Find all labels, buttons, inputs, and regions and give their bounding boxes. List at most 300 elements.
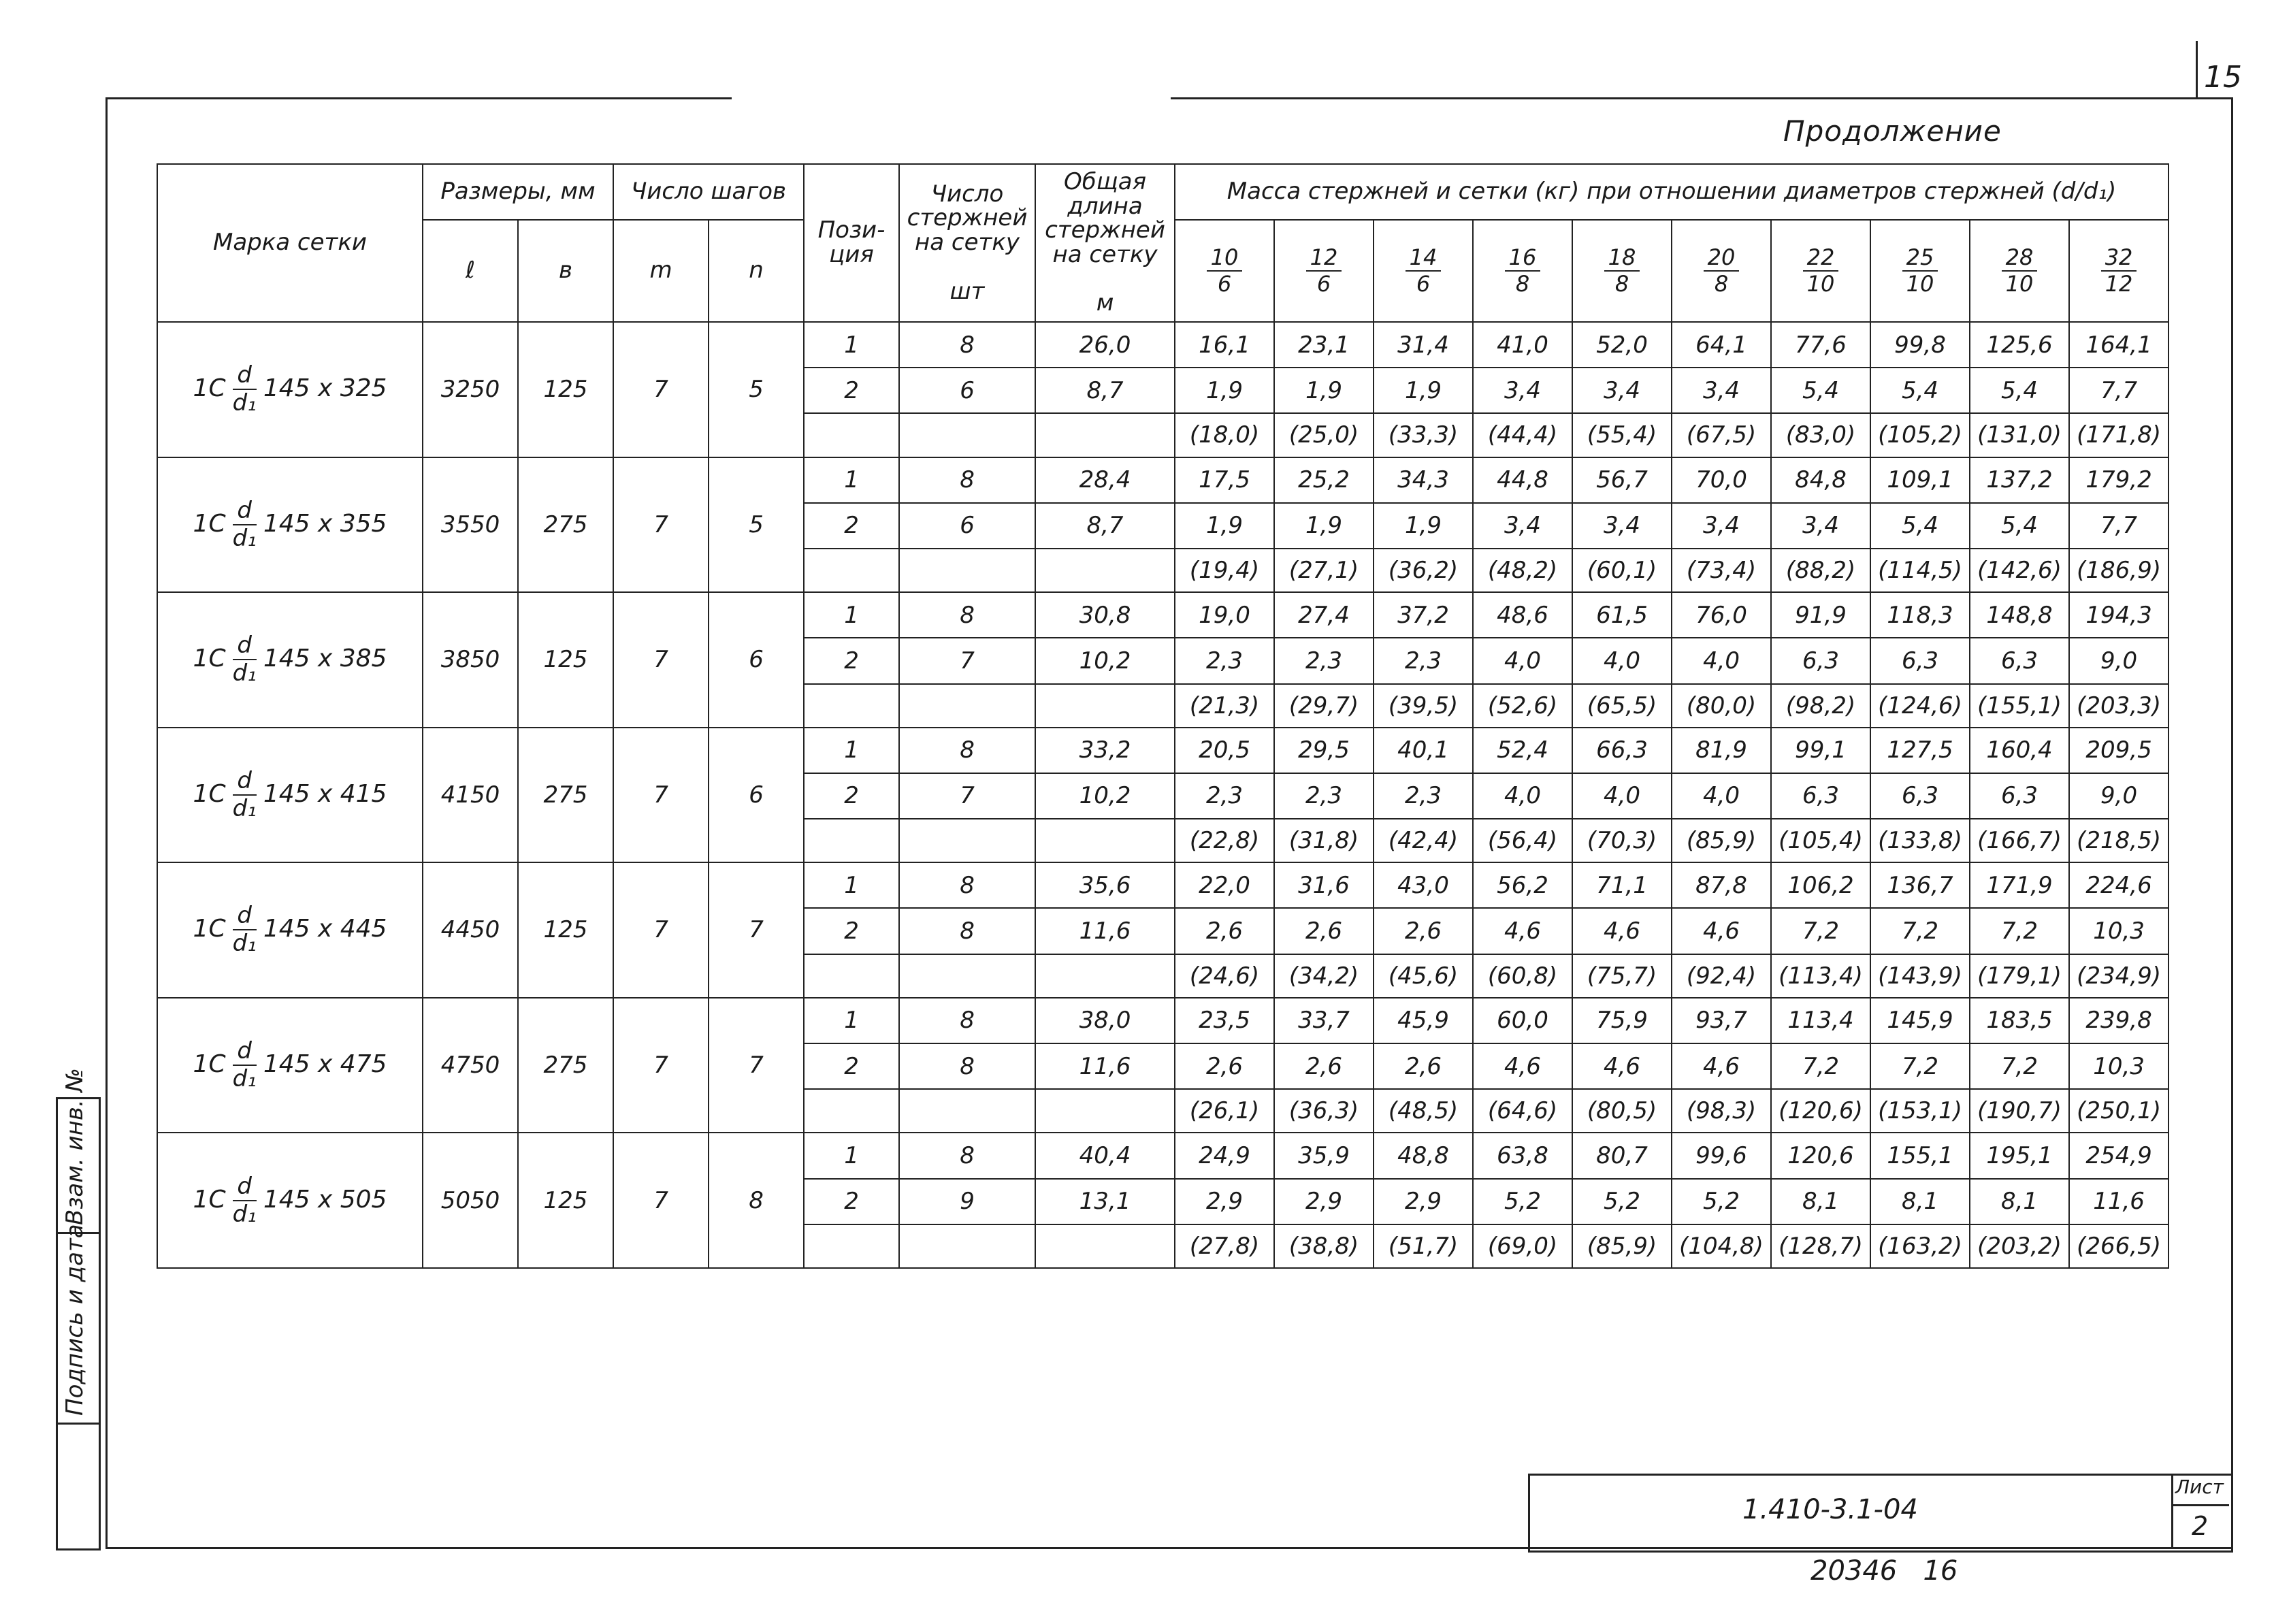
mass-value: 80,7 <box>1572 1133 1672 1178</box>
mesh-total-mass: (25,0) <box>1274 413 1374 457</box>
mesh-total-mass: (75,7) <box>1572 954 1672 998</box>
mesh-mark <box>157 457 423 593</box>
ratio-denominator: 10 <box>1906 271 1934 297</box>
mesh-b: 275 <box>518 457 613 593</box>
mass-value: 224,6 <box>2069 862 2169 908</box>
position-number: 2 <box>804 638 899 683</box>
mass-value: 6,3 <box>1870 773 1970 819</box>
mesh-mark-size: 145 х 325 <box>263 374 387 403</box>
mass-value: 29,5 <box>1274 728 1374 773</box>
mesh-mass-table <box>157 163 2169 1269</box>
mesh-total-mass: (85,9) <box>1572 1224 1672 1268</box>
mesh-total-mass: (131,0) <box>1970 413 2069 457</box>
mass-value: 145,9 <box>1870 998 1970 1043</box>
ratio-numerator: 10 <box>1207 245 1243 272</box>
mesh-l: 3550 <box>423 457 518 593</box>
mesh-total-mass: (85,9) <box>1672 819 1771 862</box>
mass-value: 2,9 <box>1374 1179 1473 1224</box>
mesh-l: 3250 <box>423 322 518 457</box>
mesh-total-mass: (39,5) <box>1374 684 1473 728</box>
ratio-denominator: 6 <box>1217 271 1232 297</box>
mass-value: 106,2 <box>1771 862 1870 908</box>
mass-value: 3,4 <box>1572 503 1672 549</box>
header-b: в <box>518 220 613 322</box>
mesh-n: 7 <box>709 998 804 1133</box>
header-ratio <box>1870 220 1970 322</box>
mesh-mark-numerator: d <box>233 362 257 390</box>
mass-value: 195,1 <box>1970 1133 2069 1178</box>
mesh-total-mass: (36,2) <box>1374 549 1473 592</box>
mass-value: 4,0 <box>1473 773 1572 819</box>
mesh-m: 7 <box>613 457 709 593</box>
mesh-m: 7 <box>613 728 709 863</box>
mass-value: 3,4 <box>1572 368 1672 413</box>
mesh-mark-denominator: d₁ <box>232 660 257 687</box>
mass-value: 16,1 <box>1175 322 1274 368</box>
mesh-total-mass: (42,4) <box>1374 819 1473 862</box>
mesh-b: 275 <box>518 728 613 863</box>
mass-value: 4,0 <box>1672 638 1771 683</box>
mass-value: 4,0 <box>1672 773 1771 819</box>
header-ratio <box>1771 220 1870 322</box>
mass-value: 81,9 <box>1672 728 1771 773</box>
mesh-total-mass: (60,1) <box>1572 549 1672 592</box>
mass-value: 10,3 <box>2069 1043 2169 1089</box>
mass-value: 99,1 <box>1771 728 1870 773</box>
mesh-total-mass: (234,9) <box>2069 954 2169 998</box>
rods-count: 8 <box>899 908 1035 954</box>
total-length: 11,6 <box>1035 1043 1175 1089</box>
mesh-total-mass: (18,0) <box>1175 413 1274 457</box>
mass-value: 7,7 <box>2069 503 2169 549</box>
mass-value: 3,4 <box>1672 368 1771 413</box>
sheet-label: Лист <box>2175 1476 2224 1498</box>
mass-value: 2,3 <box>1274 638 1374 683</box>
mesh-total-mass: (69,0) <box>1473 1224 1572 1268</box>
position-number: 1 <box>804 728 899 773</box>
ratio-numerator: 16 <box>1505 245 1541 272</box>
mass-value: 5,4 <box>1970 503 2069 549</box>
mass-value: 7,2 <box>1771 908 1870 954</box>
mesh-mark-label <box>193 902 387 958</box>
mass-value: 6,3 <box>1771 773 1870 819</box>
mesh-mark-numerator: d <box>233 498 257 525</box>
mass-value: 113,4 <box>1771 998 1870 1043</box>
header-mass: Масса стержней и сетки (кг) при отношении диаметров стержней (d/d₁) <box>1175 164 2169 220</box>
mesh-mark-numerator: d <box>233 1173 257 1201</box>
mass-value: 2,6 <box>1374 908 1473 954</box>
mass-value: 10,3 <box>2069 908 2169 954</box>
mesh-total-mass: (153,1) <box>1870 1089 1970 1133</box>
mesh-mark-fraction <box>233 632 257 687</box>
header-ratio <box>1473 220 1572 322</box>
empty-cell <box>804 819 899 862</box>
mesh-mark-label <box>193 1037 387 1092</box>
mesh-l: 3850 <box>423 592 518 728</box>
header-l: ℓ <box>423 220 518 322</box>
mesh-total-mass: (143,9) <box>1870 954 1970 998</box>
mesh-mark <box>157 592 423 728</box>
frame-top-border-left <box>105 97 732 99</box>
mass-value: 6,3 <box>1870 638 1970 683</box>
mesh-n: 8 <box>709 1133 804 1268</box>
mesh-mark-prefix: 1С <box>193 1050 226 1078</box>
position-number: 2 <box>804 908 899 954</box>
empty-cell <box>804 684 899 728</box>
mass-value: 40,1 <box>1374 728 1473 773</box>
mesh-total-mass: (171,8) <box>2069 413 2169 457</box>
mesh-mark <box>157 728 423 863</box>
mass-value: 17,5 <box>1175 457 1274 503</box>
ratio-numerator: 32 <box>2101 245 2137 272</box>
empty-cell <box>1035 413 1175 457</box>
mesh-total-mass: (36,3) <box>1274 1089 1374 1133</box>
mesh-total-mass: (80,0) <box>1672 684 1771 728</box>
mesh-total-mass: (113,4) <box>1771 954 1870 998</box>
empty-cell <box>804 1224 899 1268</box>
sheet-number-divider <box>2196 41 2198 98</box>
mesh-total-mass: (56,4) <box>1473 819 1572 862</box>
mesh-total-mass: (44,4) <box>1473 413 1572 457</box>
mass-value: 99,8 <box>1870 322 1970 368</box>
mass-value: 31,4 <box>1374 322 1473 368</box>
mass-value: 2,6 <box>1374 1043 1473 1089</box>
mass-value: 7,2 <box>1870 1043 1970 1089</box>
mesh-total-mass: (48,2) <box>1473 549 1572 592</box>
title-block-divider <box>2171 1474 2173 1548</box>
mesh-total-mass: (65,5) <box>1572 684 1672 728</box>
mesh-total-mass: (24,6) <box>1175 954 1274 998</box>
mesh-mark-prefix: 1С <box>193 374 226 403</box>
empty-cell <box>804 413 899 457</box>
mass-value: 239,8 <box>2069 998 2169 1043</box>
mesh-total-mass: (179,1) <box>1970 954 2069 998</box>
mesh-total-mass: (142,6) <box>1970 549 2069 592</box>
mass-value: 5,2 <box>1572 1179 1672 1224</box>
header-n: n <box>709 220 804 322</box>
rods-count: 6 <box>899 503 1035 549</box>
mass-value: 1,9 <box>1274 503 1374 549</box>
table-row <box>157 862 2169 908</box>
rods-count: 8 <box>899 728 1035 773</box>
mesh-total-mass: (155,1) <box>1970 684 2069 728</box>
mass-value: 4,6 <box>1572 908 1672 954</box>
mass-value: 22,0 <box>1175 862 1274 908</box>
mesh-total-mass: (104,8) <box>1672 1224 1771 1268</box>
mass-value: 4,0 <box>1572 773 1672 819</box>
ratio-numerator: 28 <box>2002 245 2038 272</box>
mass-value: 33,7 <box>1274 998 1374 1043</box>
mesh-b: 125 <box>518 1133 613 1268</box>
mass-value: 4,0 <box>1572 638 1672 683</box>
mesh-total-mass: (203,2) <box>1970 1224 2069 1268</box>
mass-value: 8,1 <box>1870 1179 1970 1224</box>
position-number: 2 <box>804 368 899 413</box>
mass-value: 8,1 <box>1970 1179 2069 1224</box>
total-length: 33,2 <box>1035 728 1175 773</box>
mesh-total-mass: (19,4) <box>1175 549 1274 592</box>
mesh-total-mass: (55,4) <box>1572 413 1672 457</box>
position-number: 2 <box>804 773 899 819</box>
mass-value: 6,3 <box>1771 638 1870 683</box>
total-length: 35,6 <box>1035 862 1175 908</box>
position-number: 1 <box>804 998 899 1043</box>
mesh-l: 4150 <box>423 728 518 863</box>
mesh-total-mass: (88,2) <box>1771 549 1870 592</box>
mass-value: 93,7 <box>1672 998 1771 1043</box>
header-ratio <box>1175 220 1274 322</box>
mass-value: 194,3 <box>2069 592 2169 638</box>
mesh-total-mass: (34,2) <box>1274 954 1374 998</box>
table-row <box>157 322 2169 368</box>
empty-cell <box>804 1089 899 1133</box>
mass-value: 179,2 <box>2069 457 2169 503</box>
mesh-mark-prefix: 1С <box>193 1185 226 1214</box>
rods-count: 8 <box>899 322 1035 368</box>
mesh-mark-fraction <box>233 903 257 957</box>
mass-value: 52,0 <box>1572 322 1672 368</box>
mass-value: 164,1 <box>2069 322 2169 368</box>
mass-value: 209,5 <box>2069 728 2169 773</box>
table-row <box>157 728 2169 773</box>
header-ratio <box>1374 220 1473 322</box>
mesh-b: 125 <box>518 862 613 998</box>
mesh-total-mass: (124,6) <box>1870 684 1970 728</box>
mass-value: 91,9 <box>1771 592 1870 638</box>
mass-value: 56,7 <box>1572 457 1672 503</box>
header-m: m <box>613 220 709 322</box>
mesh-total-mass: (27,1) <box>1274 549 1374 592</box>
mass-value: 71,1 <box>1572 862 1672 908</box>
mass-value: 3,4 <box>1672 503 1771 549</box>
mass-value: 48,8 <box>1374 1133 1473 1178</box>
mass-value: 35,9 <box>1274 1133 1374 1178</box>
ratio-numerator: 22 <box>1803 245 1839 272</box>
mass-value: 2,3 <box>1175 773 1274 819</box>
header-rods-count-label: Число стержней на сетку <box>907 180 1028 257</box>
mass-value: 137,2 <box>1970 457 2069 503</box>
empty-cell <box>899 1089 1035 1133</box>
rods-count: 8 <box>899 1133 1035 1178</box>
mass-value: 5,4 <box>1870 503 1970 549</box>
mass-value: 148,8 <box>1970 592 2069 638</box>
mass-value: 7,7 <box>2069 368 2169 413</box>
mass-value: 5,2 <box>1672 1179 1771 1224</box>
total-length: 8,7 <box>1035 368 1175 413</box>
mesh-mark-fraction <box>233 362 257 417</box>
mass-value: 6,3 <box>1970 638 2069 683</box>
ratio-denominator: 12 <box>2105 271 2133 297</box>
mass-value: 84,8 <box>1771 457 1870 503</box>
mesh-total-mass: (105,4) <box>1771 819 1870 862</box>
mass-value: 4,6 <box>1473 908 1572 954</box>
rods-count: 6 <box>899 368 1035 413</box>
mass-value: 1,9 <box>1374 503 1473 549</box>
total-length: 30,8 <box>1035 592 1175 638</box>
header-length-unit: м <box>1096 289 1114 317</box>
empty-cell <box>1035 684 1175 728</box>
mesh-total-mass: (166,7) <box>1970 819 2069 862</box>
total-length: 38,0 <box>1035 998 1175 1043</box>
mesh-mark-numerator: d <box>233 632 257 660</box>
mass-value: 70,0 <box>1672 457 1771 503</box>
mass-value: 120,6 <box>1771 1133 1870 1178</box>
mass-value: 99,6 <box>1672 1133 1771 1178</box>
mesh-mark-label <box>193 1172 387 1228</box>
mesh-mark-denominator: d₁ <box>232 1065 257 1092</box>
header-total-length <box>1035 164 1175 322</box>
rods-count: 8 <box>899 862 1035 908</box>
mesh-mark-size: 145 х 505 <box>263 1185 387 1214</box>
position-number: 2 <box>804 1179 899 1224</box>
mesh-mark-size: 145 х 475 <box>263 1050 387 1078</box>
continuation-caption: Продолжение <box>1783 114 2002 148</box>
mass-value: 2,9 <box>1274 1179 1374 1224</box>
binding-divider-2 <box>56 1423 101 1425</box>
mass-value: 1,9 <box>1374 368 1473 413</box>
empty-cell <box>1035 1224 1175 1268</box>
rods-count: 8 <box>899 592 1035 638</box>
mesh-total-mass: (128,7) <box>1771 1224 1870 1268</box>
mesh-mark-label <box>193 766 387 822</box>
mesh-total-mass: (83,0) <box>1771 413 1870 457</box>
position-number: 1 <box>804 457 899 503</box>
mesh-m: 7 <box>613 592 709 728</box>
total-length: 13,1 <box>1035 1179 1175 1224</box>
mesh-l: 4750 <box>423 998 518 1133</box>
mesh-total-mass: (45,6) <box>1374 954 1473 998</box>
mass-value: 2,6 <box>1274 1043 1374 1089</box>
mesh-total-mass: (266,5) <box>2069 1224 2169 1268</box>
mesh-total-mass: (98,2) <box>1771 684 1870 728</box>
mass-value: 75,9 <box>1572 998 1672 1043</box>
mass-value: 1,9 <box>1175 368 1274 413</box>
mass-value: 3,4 <box>1473 368 1572 413</box>
mesh-m: 7 <box>613 998 709 1133</box>
title-block-sheet-divider <box>2171 1504 2229 1506</box>
mesh-total-mass: (190,7) <box>1970 1089 2069 1133</box>
mass-value: 2,3 <box>1374 638 1473 683</box>
table-row <box>157 1133 2169 1178</box>
mass-value: 24,9 <box>1175 1133 1274 1178</box>
table-row <box>157 998 2169 1043</box>
ratio-numerator: 20 <box>1704 245 1740 272</box>
mass-value: 2,9 <box>1175 1179 1274 1224</box>
mesh-b: 125 <box>518 592 613 728</box>
mesh-total-mass: (186,9) <box>2069 549 2169 592</box>
mass-value: 7,2 <box>1970 1043 2069 1089</box>
total-length: 40,4 <box>1035 1133 1175 1178</box>
mesh-total-mass: (51,7) <box>1374 1224 1473 1268</box>
total-length: 28,4 <box>1035 457 1175 503</box>
mesh-n: 5 <box>709 322 804 457</box>
mesh-mark-label <box>193 632 387 687</box>
mesh-total-mass: (114,5) <box>1870 549 1970 592</box>
ratio-denominator: 8 <box>1714 271 1729 297</box>
position-number: 1 <box>804 592 899 638</box>
mesh-m: 7 <box>613 322 709 457</box>
header-ratio <box>1274 220 1374 322</box>
mass-value: 61,5 <box>1572 592 1672 638</box>
mesh-n: 5 <box>709 457 804 593</box>
mass-value: 52,4 <box>1473 728 1572 773</box>
mesh-mark-prefix: 1С <box>193 915 226 943</box>
mesh-total-mass: (80,5) <box>1572 1089 1672 1133</box>
position-number: 1 <box>804 1133 899 1178</box>
mesh-mark <box>157 862 423 998</box>
mass-value: 2,6 <box>1175 1043 1274 1089</box>
empty-cell <box>899 819 1035 862</box>
rods-count: 8 <box>899 1043 1035 1089</box>
mass-value: 2,3 <box>1175 638 1274 683</box>
mesh-total-mass: (31,8) <box>1274 819 1374 862</box>
mass-value: 5,4 <box>1870 368 1970 413</box>
mesh-m: 7 <box>613 862 709 998</box>
mesh-total-mass: (105,2) <box>1870 413 1970 457</box>
mesh-total-mass: (73,4) <box>1672 549 1771 592</box>
header-steps: Число шагов <box>613 164 804 220</box>
mesh-mark <box>157 1133 423 1268</box>
mass-value: 183,5 <box>1970 998 2069 1043</box>
header-position: Пози- ция <box>804 164 899 322</box>
mesh-total-mass: (92,4) <box>1672 954 1771 998</box>
empty-cell <box>899 549 1035 592</box>
mass-value: 4,6 <box>1672 1043 1771 1089</box>
mesh-total-mass: (33,3) <box>1374 413 1473 457</box>
ratio-denominator: 6 <box>1316 271 1331 297</box>
mesh-mark-label <box>193 496 387 552</box>
mass-value: 31,6 <box>1274 862 1374 908</box>
mesh-mark-label <box>193 361 387 417</box>
mesh-b: 125 <box>518 322 613 457</box>
mass-value: 76,0 <box>1672 592 1771 638</box>
mesh-total-mass: (133,8) <box>1870 819 1970 862</box>
mass-value: 155,1 <box>1870 1133 1970 1178</box>
mesh-n: 6 <box>709 728 804 863</box>
mass-value: 66,3 <box>1572 728 1672 773</box>
rods-count: 8 <box>899 998 1035 1043</box>
bottom-code: 20346 16 <box>1810 1555 1958 1587</box>
mesh-mark-denominator: d₁ <box>232 389 257 417</box>
table-row <box>157 457 2169 503</box>
mass-value: 34,3 <box>1374 457 1473 503</box>
header-ratio <box>1672 220 1771 322</box>
mass-value: 3,4 <box>1771 503 1870 549</box>
mesh-mark-fraction <box>233 498 257 552</box>
mesh-total-mass: (52,6) <box>1473 684 1572 728</box>
mesh-mark-numerator: d <box>233 1038 257 1066</box>
mesh-total-mass: (67,5) <box>1672 413 1771 457</box>
table-row <box>157 592 2169 638</box>
mass-value: 43,0 <box>1374 862 1473 908</box>
mesh-total-mass: (120,6) <box>1771 1089 1870 1133</box>
empty-cell <box>1035 819 1175 862</box>
mass-value: 7,2 <box>1870 908 1970 954</box>
mass-value: 77,6 <box>1771 322 1870 368</box>
rods-count: 9 <box>899 1179 1035 1224</box>
mass-value: 60,0 <box>1473 998 1572 1043</box>
empty-cell <box>899 413 1035 457</box>
mass-value: 8,1 <box>1771 1179 1870 1224</box>
total-length: 8,7 <box>1035 503 1175 549</box>
mass-value: 1,9 <box>1274 368 1374 413</box>
mesh-total-mass: (218,5) <box>2069 819 2169 862</box>
empty-cell <box>804 549 899 592</box>
mesh-total-mass: (38,8) <box>1274 1224 1374 1268</box>
mass-value: 5,4 <box>1771 368 1870 413</box>
header-rods-unit: шт <box>949 277 985 305</box>
mass-value: 3,4 <box>1473 503 1572 549</box>
